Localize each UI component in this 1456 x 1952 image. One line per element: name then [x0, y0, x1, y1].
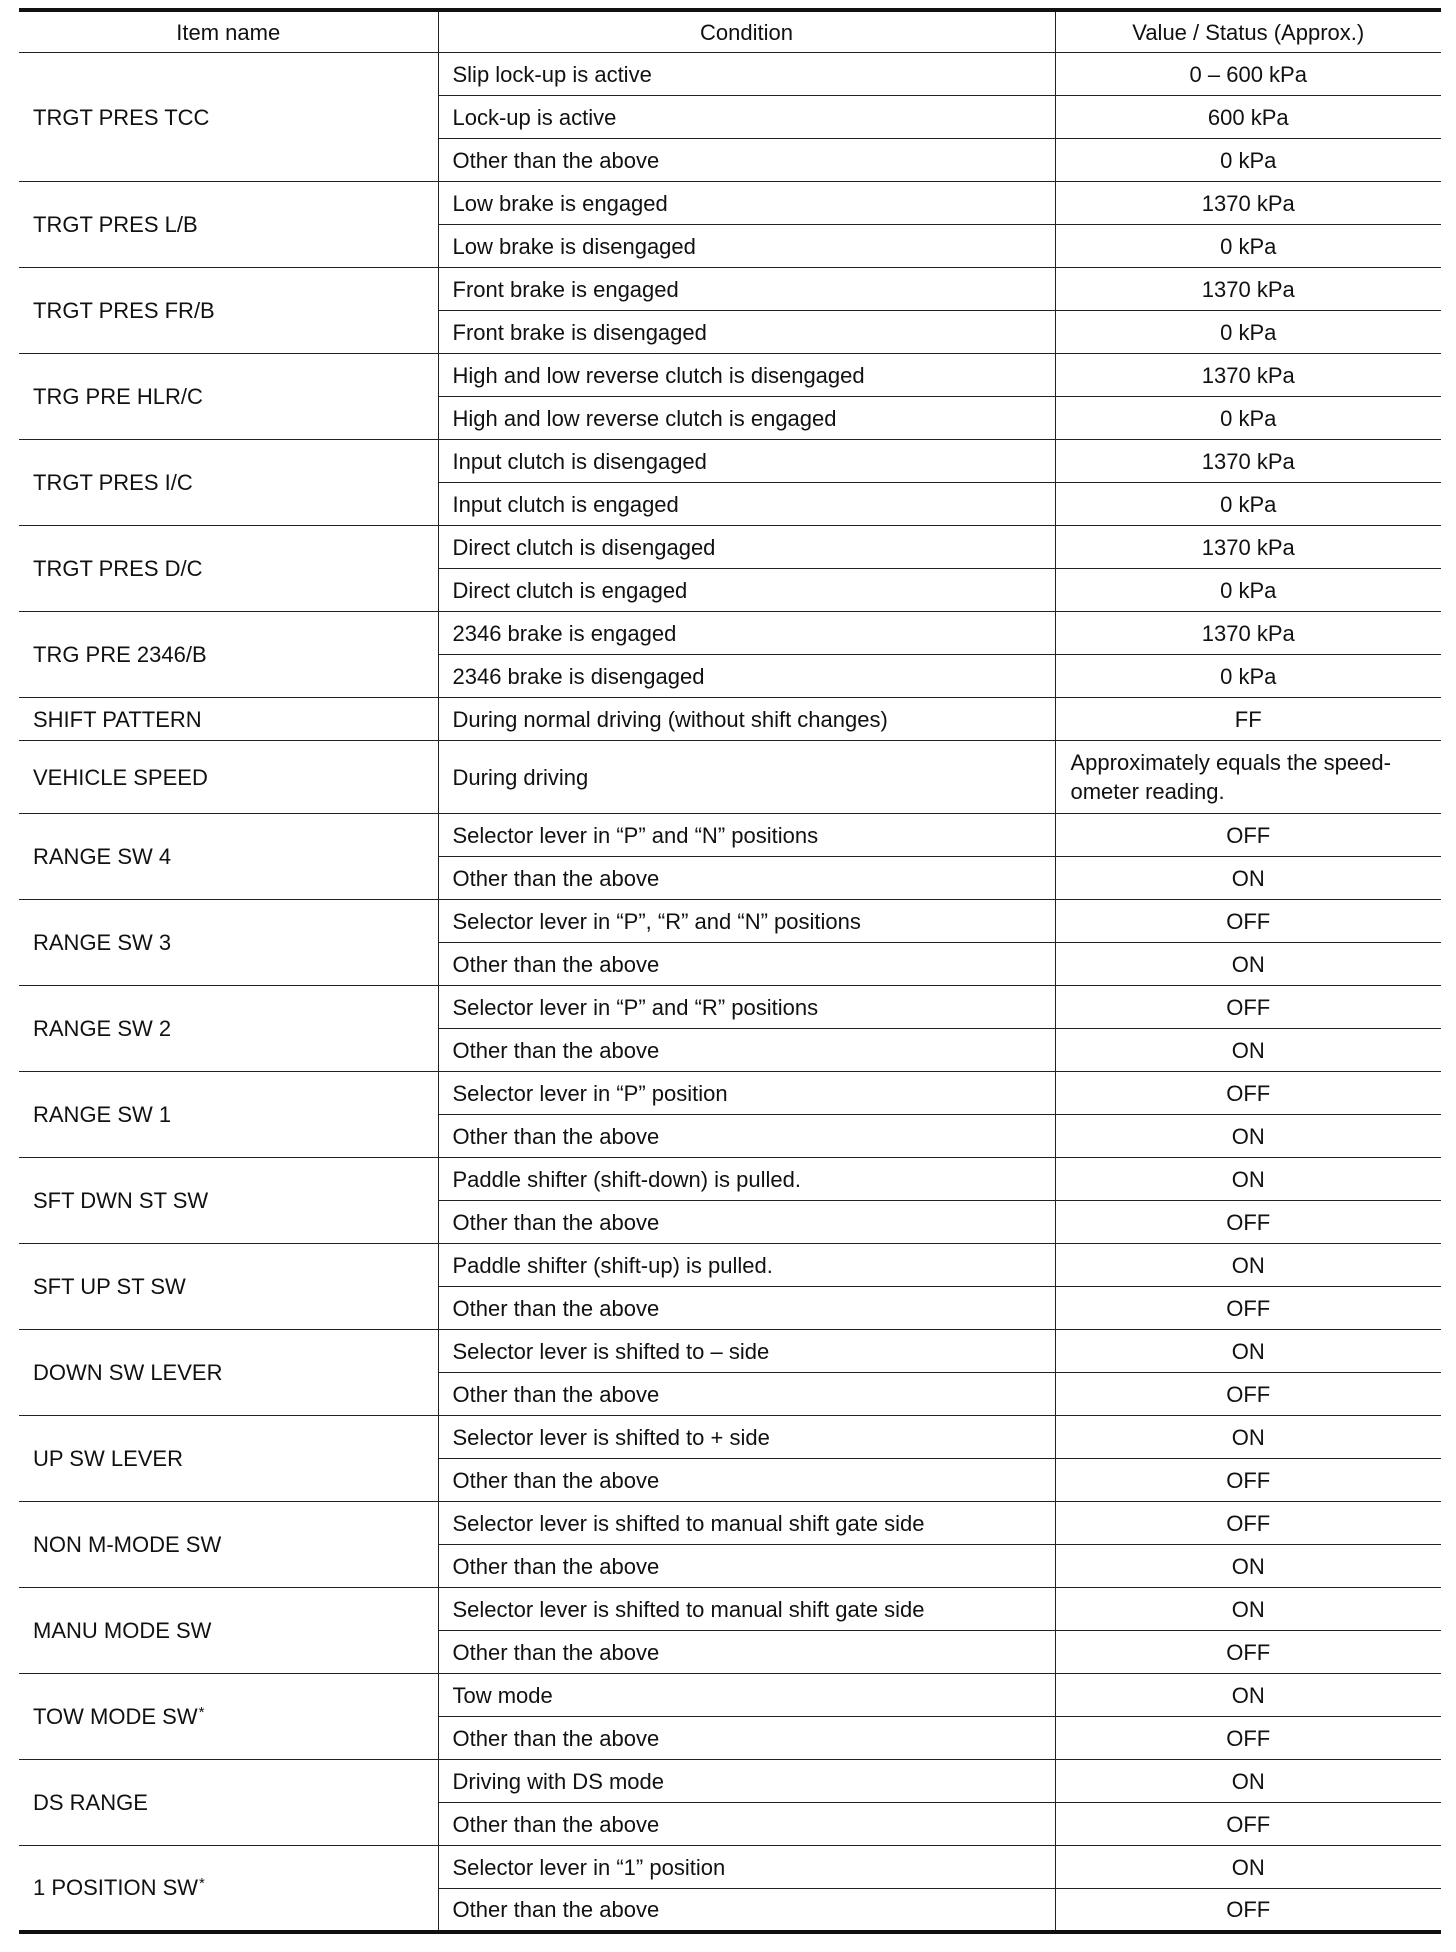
item-name: DOWN SW LEVER: [33, 1360, 223, 1385]
value-status-cell: ON: [1055, 1115, 1441, 1158]
item-name: RANGE SW 3: [33, 930, 172, 955]
condition-cell: Selector lever is shifted to + side: [438, 1416, 1055, 1459]
item-name-cell: [19, 354, 438, 440]
table-row: [19, 900, 1441, 943]
condition-cell: Other than the above: [438, 1201, 1055, 1244]
table-row: [19, 354, 1441, 397]
condition-cell: Low brake is engaged: [438, 182, 1055, 225]
condition-cell: Selector lever in “P” and “N” positions: [438, 814, 1055, 857]
value-status-cell: 1370 kPa: [1055, 526, 1441, 569]
table-row: [19, 268, 1441, 311]
item-name-cell: [19, 1674, 438, 1760]
item-name-cell: [19, 268, 438, 354]
table-row: [19, 53, 1441, 96]
item-name-cell: [19, 182, 438, 268]
item-name-cell: [19, 900, 438, 986]
table-row: [19, 1846, 1441, 1889]
value-status-cell: 0 kPa: [1055, 655, 1441, 698]
table-header: [19, 10, 1441, 53]
header-item-name: Item name: [19, 10, 438, 53]
condition-cell: Selector lever in “P” position: [438, 1072, 1055, 1115]
condition-cell: Selector lever in “P” and “R” positions: [438, 986, 1055, 1029]
table-row: [19, 741, 1441, 814]
condition-cell: Selector lever is shifted to – side: [438, 1330, 1055, 1373]
condition-cell: Other than the above: [438, 1115, 1055, 1158]
value-status-cell: OFF: [1055, 1889, 1441, 1932]
item-name-cell: [19, 986, 438, 1072]
table-row: [19, 440, 1441, 483]
condition-cell: Direct clutch is engaged: [438, 569, 1055, 612]
value-status-cell: ON: [1055, 1760, 1441, 1803]
item-name-cell: [19, 1244, 438, 1330]
value-status-cell: ON: [1055, 857, 1441, 900]
value-status-cell: OFF: [1055, 900, 1441, 943]
condition-cell: Input clutch is disengaged: [438, 440, 1055, 483]
condition-cell: High and low reverse clutch is engaged: [438, 397, 1055, 440]
table-row: [19, 1330, 1441, 1373]
item-name: MANU MODE SW: [33, 1618, 212, 1643]
value-status-cell: 600 kPa: [1055, 96, 1441, 139]
table-row: [19, 1072, 1441, 1115]
value-status-cell: OFF: [1055, 1373, 1441, 1416]
condition-cell: Direct clutch is disengaged: [438, 526, 1055, 569]
item-name-cell: [19, 1416, 438, 1502]
table-row: [19, 1760, 1441, 1803]
value-status-cell: OFF: [1055, 1072, 1441, 1115]
condition-cell: Other than the above: [438, 1459, 1055, 1502]
item-name-cell: [19, 1846, 438, 1932]
condition-cell: Paddle shifter (shift-up) is pulled.: [438, 1244, 1055, 1287]
condition-cell: Tow mode: [438, 1674, 1055, 1717]
condition-cell: Front brake is disengaged: [438, 311, 1055, 354]
condition-cell: 2346 brake is disengaged: [438, 655, 1055, 698]
value-status-cell: OFF: [1055, 1201, 1441, 1244]
header-value-status: Value / Status (Approx.): [1055, 10, 1441, 53]
condition-cell: Selector lever in “1” position: [438, 1846, 1055, 1889]
value-status-cell: OFF: [1055, 814, 1441, 857]
value-status-cell: ON: [1055, 1416, 1441, 1459]
condition-cell: Other than the above: [438, 1373, 1055, 1416]
header-condition: Condition: [438, 10, 1055, 53]
value-status-cell: 1370 kPa: [1055, 182, 1441, 225]
item-name-cell: [19, 741, 438, 814]
item-name: NON M-MODE SW: [33, 1532, 222, 1557]
spec-sheet: [19, 8, 1441, 1934]
item-name: TOW MODE SW: [33, 1704, 198, 1729]
item-name: TRGT PRES TCC: [33, 104, 210, 130]
value-status-cell: OFF: [1055, 1717, 1441, 1760]
value-status-cell: 0 kPa: [1055, 225, 1441, 268]
value-status-cell: 0 kPa: [1055, 483, 1441, 526]
item-name-cell: [19, 698, 438, 741]
condition-cell: Slip lock-up is active: [438, 53, 1055, 96]
item-name-cell: [19, 1760, 438, 1846]
condition-cell: During driving: [438, 741, 1055, 814]
value-status-cell: ON: [1055, 1158, 1441, 1201]
table-row: [19, 612, 1441, 655]
value-status-cell: ON: [1055, 1674, 1441, 1717]
table-row: [19, 1416, 1441, 1459]
table-body: [19, 53, 1441, 1932]
value-status-cell: 0 kPa: [1055, 311, 1441, 354]
value-status-cell: ON: [1055, 1846, 1441, 1889]
item-name-cell: [19, 1330, 438, 1416]
item-name-cell: [19, 1158, 438, 1244]
item-name-cell: [19, 1502, 438, 1588]
item-name: SFT UP ST SW: [33, 1274, 186, 1299]
condition-cell: Other than the above: [438, 1545, 1055, 1588]
table-row: [19, 526, 1441, 569]
condition-cell: Lock-up is active: [438, 96, 1055, 139]
value-status-cell: 0 kPa: [1055, 139, 1441, 182]
item-name-cell: [19, 1072, 438, 1158]
item-name: RANGE SW 1: [33, 1102, 172, 1127]
condition-cell: Input clutch is engaged: [438, 483, 1055, 526]
value-status-cell: OFF: [1055, 1803, 1441, 1846]
item-name-cell: [19, 440, 438, 526]
item-name: TRG PRE 2346/B: [33, 642, 207, 667]
value-status-cell: 1370 kPa: [1055, 440, 1441, 483]
item-name: SFT DWN ST SW: [33, 1188, 209, 1213]
data-monitor-table: [19, 8, 1441, 1934]
condition-cell: Paddle shifter (shift-down) is pulled.: [438, 1158, 1055, 1201]
item-name: 1 POSITION SW: [33, 1875, 199, 1901]
footnote-mark: *: [198, 1704, 205, 1721]
value-status-cell: OFF: [1055, 1459, 1441, 1502]
condition-cell: Selector lever is shifted to manual shift gate side: [438, 1588, 1055, 1631]
item-name: TRGT PRES I/C: [33, 470, 193, 495]
header-row: [19, 10, 1441, 53]
item-name: SHIFT PATTERN: [33, 706, 202, 732]
value-status-cell: ON: [1055, 1330, 1441, 1373]
value-status-cell: 1370 kPa: [1055, 268, 1441, 311]
value-status-cell: ON: [1055, 1244, 1441, 1287]
table-row: [19, 1158, 1441, 1201]
item-name: DS RANGE: [33, 1790, 148, 1815]
item-name: TRGT PRES L/B: [33, 212, 198, 237]
table-row: [19, 698, 1441, 741]
value-status-cell: 1370 kPa: [1055, 612, 1441, 655]
value-status-cell: 1370 kPa: [1055, 354, 1441, 397]
condition-cell: Other than the above: [438, 857, 1055, 900]
item-name: TRGT PRES D/C: [33, 556, 203, 581]
item-name-cell: [19, 53, 438, 182]
value-status-cell: 0 kPa: [1055, 569, 1441, 612]
condition-cell: Other than the above: [438, 1631, 1055, 1674]
item-name-cell: [19, 612, 438, 698]
condition-cell: Other than the above: [438, 1889, 1055, 1932]
table-row: [19, 1674, 1441, 1717]
item-name-cell: [19, 814, 438, 900]
table-row: [19, 182, 1441, 225]
item-name: VEHICLE SPEED: [33, 764, 208, 790]
value-status-cell: OFF: [1055, 986, 1441, 1029]
item-name-cell: [19, 526, 438, 612]
condition-cell: Other than the above: [438, 1029, 1055, 1072]
value-status-cell: FF: [1055, 698, 1441, 741]
value-status-cell: ON: [1055, 1588, 1441, 1631]
footnote-mark: *: [199, 1875, 205, 1893]
value-status-cell: 0 – 600 kPa: [1055, 53, 1441, 96]
condition-cell: Low brake is disengaged: [438, 225, 1055, 268]
condition-cell: Other than the above: [438, 1287, 1055, 1330]
value-status-cell: 0 kPa: [1055, 397, 1441, 440]
value-line-1: Approximately equals the speed-: [1070, 750, 1391, 775]
condition-cell: Other than the above: [438, 139, 1055, 182]
table-row: [19, 986, 1441, 1029]
value-status-cell: OFF: [1055, 1502, 1441, 1545]
condition-cell: 2346 brake is engaged: [438, 612, 1055, 655]
condition-cell: Selector lever in “P”, “R” and “N” positions: [438, 900, 1055, 943]
condition-cell: Other than the above: [438, 943, 1055, 986]
item-name: RANGE SW 4: [33, 844, 172, 869]
table-row: [19, 1244, 1441, 1287]
item-name-cell: [19, 1588, 438, 1674]
condition-cell: Driving with DS mode: [438, 1760, 1055, 1803]
value-status-cell: ON: [1055, 943, 1441, 986]
table-row: [19, 814, 1441, 857]
table-row: [19, 1588, 1441, 1631]
condition-cell: Selector lever is shifted to manual shift gate side: [438, 1502, 1055, 1545]
value-status-cell: ON: [1055, 1029, 1441, 1072]
item-name: TRGT PRES FR/B: [33, 298, 215, 323]
value-status-cell: [1055, 741, 1441, 814]
condition-cell: Other than the above: [438, 1803, 1055, 1846]
item-name: TRG PRE HLR/C: [33, 384, 203, 409]
table-row: [19, 1502, 1441, 1545]
value-line-2: ometer reading.: [1070, 779, 1225, 804]
value-status-cell: OFF: [1055, 1631, 1441, 1674]
condition-cell: Front brake is engaged: [438, 268, 1055, 311]
condition-cell: Other than the above: [438, 1717, 1055, 1760]
value-status-cell: OFF: [1055, 1287, 1441, 1330]
item-name: RANGE SW 2: [33, 1016, 172, 1041]
condition-cell: During normal driving (without shift changes): [438, 698, 1055, 741]
item-name: UP SW LEVER: [33, 1446, 183, 1471]
condition-cell: High and low reverse clutch is disengaged: [438, 354, 1055, 397]
value-status-cell: ON: [1055, 1545, 1441, 1588]
